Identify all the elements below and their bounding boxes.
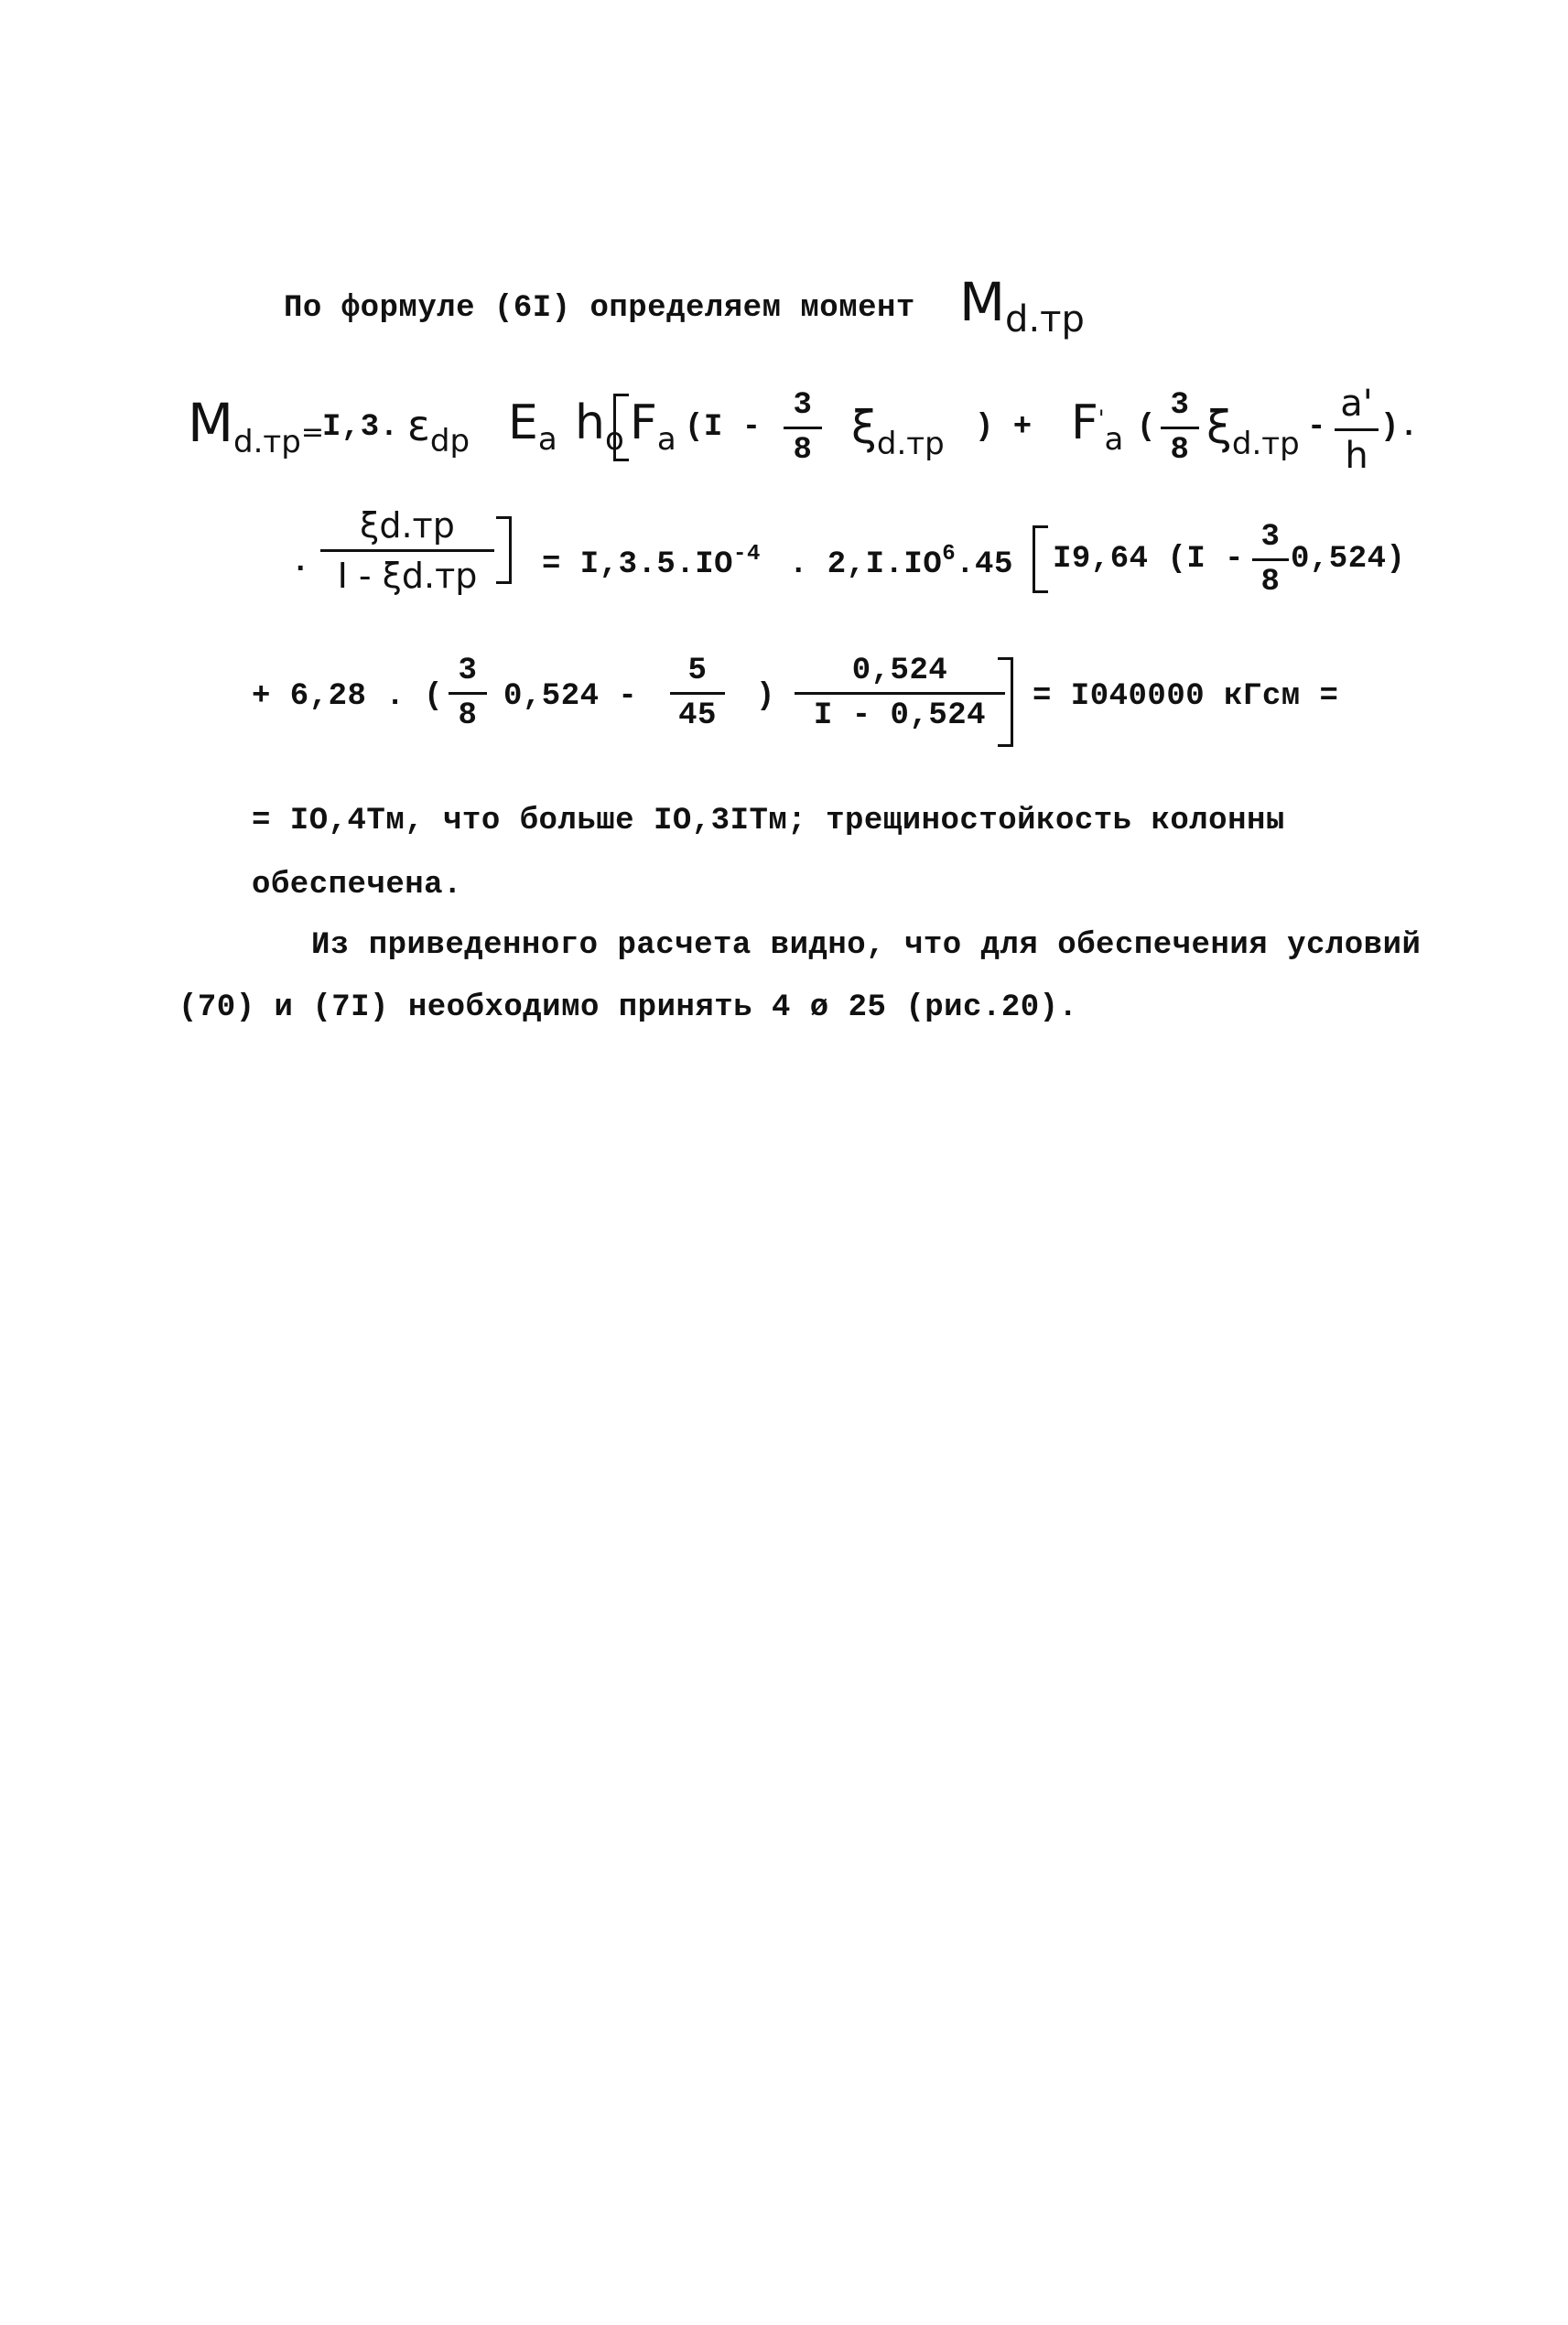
formula-line3-mid: 0,524 - [503, 679, 638, 714]
bracket-open-2 [1033, 525, 1048, 593]
bracket-open-1 [613, 394, 629, 461]
fraction-a-h: a' h [1335, 383, 1379, 477]
formula-close2: ). [1380, 410, 1419, 445]
formula-E: Ea [508, 395, 557, 458]
formula-h: ho [575, 395, 624, 458]
formula-lhs: Md.тр= [188, 392, 324, 460]
intro-text: По формуле (6I) определяем момент [284, 291, 915, 326]
final-line2: (70) и (7I) необходимо принять 4 ø 25 (рис.20). [178, 990, 1078, 1025]
formula-xi-1: $\xi_{d.тр}$ [851, 401, 945, 462]
formula-line3-result: = I040000 кГсм = [1033, 679, 1339, 714]
formula-paren1: (I - [685, 410, 762, 445]
formula-rhs-b: . $2,I.IO^6.45$ [789, 542, 1013, 582]
formula-close1: ) + [975, 410, 1033, 445]
fraction-3-8-d: 3 8 [449, 654, 487, 733]
fraction-3-8-a: 3 8 [784, 388, 822, 468]
conclusion-line1: = IO,4Тм, что больше IO,3IТм; трещиностойкость колонны [252, 804, 1285, 838]
fraction-3-8-c: 3 8 [1252, 520, 1289, 600]
formula-paren2: ( [1137, 410, 1156, 445]
formula-line3-start: + 6,28 . ( [252, 679, 444, 714]
formula-rhs-a: = $I,3.5.IO^{-4}$ [542, 542, 761, 582]
formula-xi-2: $\xi_{d.тр}$ [1206, 401, 1300, 462]
intro-symbol: Md.тр [959, 271, 1085, 341]
formula-dot: . [291, 546, 310, 580]
fraction-3-8-b: 3 8 [1161, 388, 1199, 468]
formula-line3-close: ) [756, 679, 775, 714]
formula-minus: - [1307, 410, 1326, 445]
conclusion-line2: обеспечена. [252, 868, 462, 903]
bracket-close-1 [496, 516, 512, 584]
formula-inner: I9,64 (I - [1053, 542, 1245, 577]
bracket-close-2 [998, 657, 1013, 747]
fraction-xi-over-1-minus-xi: ξd.тр I - ξd.тр [320, 505, 494, 596]
formula-Fa-prime: F'a [1071, 395, 1124, 458]
final-line1: Из приведенного расчета видно, что для обеспечения условий [311, 928, 1422, 963]
fraction-0524: 0,524 I - 0,524 [795, 654, 1005, 733]
formula-epsilon: $\varepsilon_{dp}$ [407, 401, 470, 460]
fraction-5-45: 5 45 [670, 654, 725, 733]
formula-coef: I,3. [322, 410, 399, 445]
formula-inner-end: 0,524) [1291, 542, 1406, 577]
formula-Fa: Fa [630, 395, 676, 458]
